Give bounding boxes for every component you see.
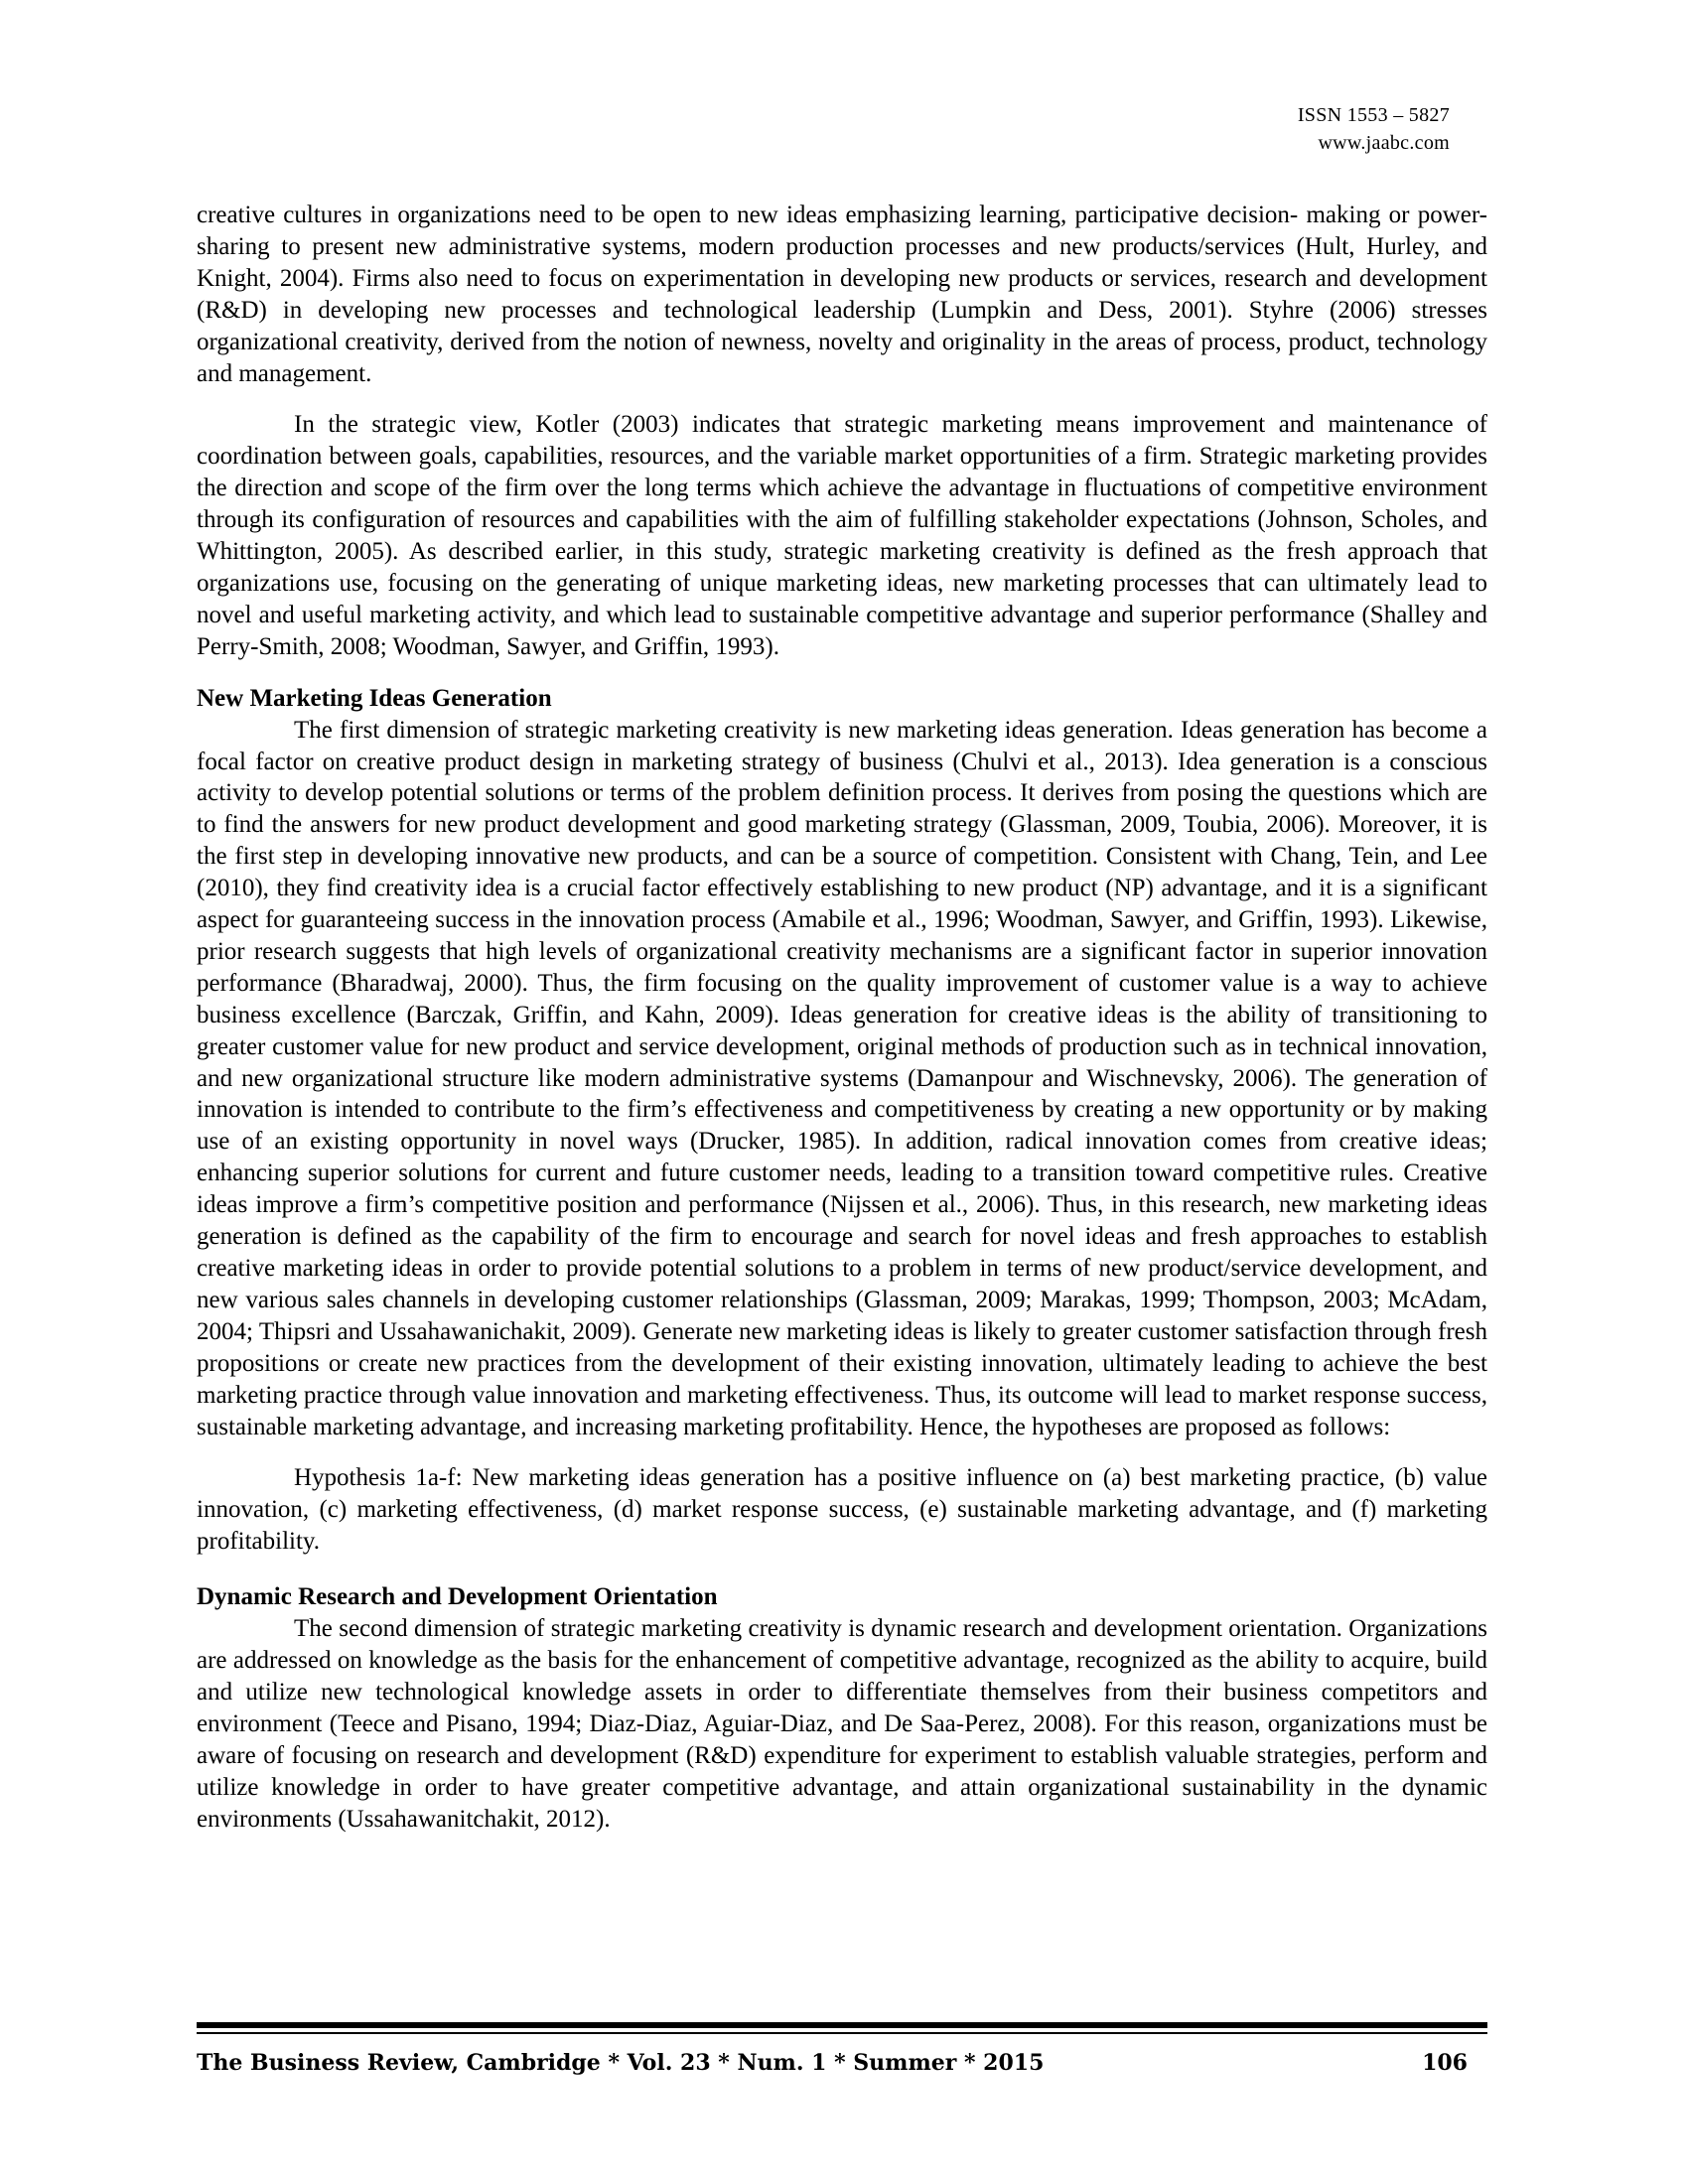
website-label: www.jaabc.com — [1318, 132, 1450, 154]
section-heading: New Marketing Ideas Generation — [197, 684, 552, 712]
section-heading: Dynamic Research and Development Orientation — [197, 1583, 718, 1611]
body-paragraph: The second dimension of strategic marketing creativity is dynamic research and development orientation. Organizations are addressed on knowledge as the basis for the enhancement of competitive advantage, recognized as the ability to acquire, build and utilize new technological knowledge assets in order to differentiate themselves from their business competitors and environment (Teece and Pisano, 1994; Diaz-Diaz, Aguiar-Diaz, and De Saa-Perez, 2008). For this reason, organizations must be aware of focusing on research and development (R&D) expenditure for experiment to establish valuable strategies, perform and utilize knowledge in order to have greater competitive advantage, and attain organizational sustainability in the dynamic environments (Ussahawanitchakit, 2012). — [197, 1615, 1487, 1833]
article-body — [197, 200, 1487, 1835]
page-header — [1298, 101, 1450, 157]
journal-citation: The Business Review, Cambridge * Vol. 23 * Num. 1 * Summer * 2015 — [197, 2050, 1045, 2076]
footer-rule — [197, 2032, 1487, 2034]
hypothesis-paragraph: Hypothesis 1a-f: New marketing ideas generation has a positive influence on (a) best marketing practice, (b) value innovation, (c) marketing effectiveness, (d) market response success, (e) sustainable marketing advantage, and (f) marketing profitability. — [197, 1464, 1487, 1556]
page-number: 106 — [1422, 2050, 1468, 2076]
body-paragraph: The first dimension of strategic marketing creativity is new marketing ideas generation. Ideas generation has become a focal factor on creative product design in marketing strategy of business (Chulvi et al., 2013). Idea generation is a conscious activity to develop potential solutions or terms of the problem definition process. It derives from posing the questions which are to find the answers for new product development and good marketing strategy (Glassman, 2009, Toubia, 2006). Moreover, it is the first step in developing innovative new products, and can be a source of competition. Consistent with Chang, Tein, and Lee (2010), they find creativity idea is a crucial factor effectively establishing to new product (NP) advantage, and it is a significant aspect for guaranteeing success in the innovation process (Amabile et al., 1996; Woodman, Sawyer, and Griffin, 1993). Likewise, prior research suggests that high levels of organizational creativity mechanisms are a significant factor in superior innovation performance (Bharadwaj, 2000). Thus, the firm focusing on the quality improvement of customer value is a way to achieve business excellence (Barczak, Griffin, and Kahn, 2009). Ideas generation for creative ideas is the ability of transitioning to greater customer value for new product and service development, original methods of production such as in technical innovation, and new organizational structure like modern administrative systems (Damanpour and Wischnevsky, 2006). The generation of innovation is intended to contribute to the firm’s effectiveness and competitiveness by creating a new opportunity or by making use of an existing opportunity in novel ways (Drucker, 1985). In addition, radical innovation comes from creative ideas; enhancing superior solutions for current and future customer needs, leading to a transition toward competitive rules. Creative ideas improve a firm’s competitive position and performance (Nijssen et al., 2006). Thus, in this research, new marketing ideas generation is defined as the capability of the firm to encourage and search for novel ideas and fresh approaches to establish creative marketing ideas in order to provide potential solutions to a problem in terms of new product/service development, and new various sales channels in developing customer relationships (Glassman, 2009; Marakas, 1999; Thompson, 2003; McAdam, 2004; Thipsri and Ussahawanichakit, 2009). Generate new marketing ideas is likely to greater customer satisfaction through fresh propositions or create new practices from the development of their existing innovation, ultimately leading to achieve the best marketing practice through value innovation and marketing effectiveness. Thus, its outcome will lead to market response success, sustainable marketing advantage, and increasing marketing profitability. Hence, the hypotheses are proposed as follows: — [197, 716, 1487, 1440]
body-paragraph: creative cultures in organizations need to be open to new ideas emphasizing learning, participative decision- making or power-sharing to present new administrative systems, modern production processes and new products/services (Hult, Hurley, and Knight, 2004). Firms also need to focus on experimentation in developing new products or services, research and development (R&D) in developing new processes and technological leadership (Lumpkin and Dess, 2001). Styhre (2006) stresses organizational creativity, derived from the notion of newness, novelty and originality in the areas of process, product, technology and management. — [197, 202, 1487, 387]
footer-rule — [197, 2022, 1487, 2028]
body-paragraph: In the strategic view, Kotler (2003) indicates that strategic marketing means improvement and maintenance of coordination between goals, capabilities, resources, and the variable market opportunities of a firm. Strategic marketing provides the direction and scope of the firm over the long terms which achieve the advantage in fluctuations of competitive environment through its configuration of resources and capabilities with the aim of fulfilling stakeholder expectations (Johnson, Scholes, and Whittington, 2005). As described earlier, in this study, strategic marketing creativity is defined as the fresh approach that organizations use, focusing on the generating of unique marketing ideas, new marketing processes that can ultimately lead to novel and useful marketing activity, and which lead to sustainable competitive advantage and superior performance (Shalley and Perry-Smith, 2008; Woodman, Sawyer, and Griffin, 1993). — [197, 411, 1487, 660]
issn-label: ISSN 1553 – 5827 — [1297, 104, 1450, 126]
